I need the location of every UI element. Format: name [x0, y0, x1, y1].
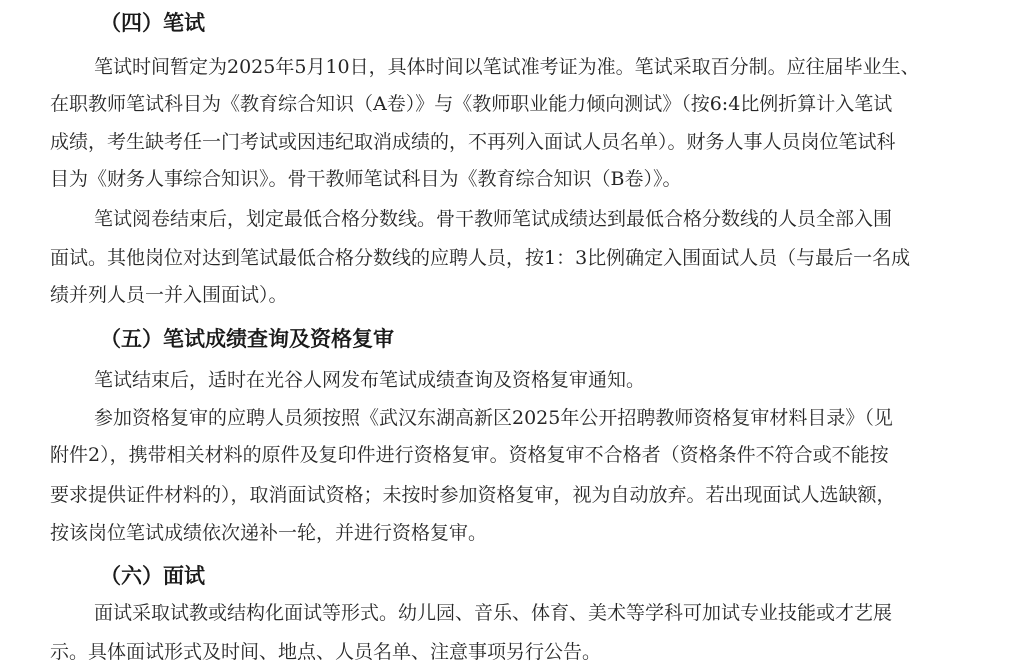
- paragraph-line: 要求提供证件材料的），取消面试资格；未按时参加资格复审，视为自动放弃。若出现面试人选缺额，: [50, 484, 896, 506]
- paragraph-line: 示。具体面试形式及时间、地点、人员名单、注意事项另行公告。: [50, 641, 602, 663]
- section-heading-score-query: （五）笔试成绩查询及资格复审: [100, 327, 394, 351]
- paragraph-line: 面试。其他岗位对达到笔试最低合格分数线的应聘人员，按1：3比例确定入围面试人员（与最后一名成: [50, 247, 911, 269]
- paragraph-line: 在职教师笔试科目为《教育综合知识（A卷）》与《教师职业能力倾向测试》（按6:4比例折算计入笔试: [50, 93, 893, 115]
- paragraph-line: 笔试结束后，适时在光谷人网发布笔试成绩查询及资格复审通知。: [94, 369, 646, 391]
- section-heading-written-exam: （四）笔试: [100, 11, 205, 35]
- paragraph-line: 面试采取试教或结构化面试等形式。幼儿园、音乐、体育、美术等学科可加试专业技能或才艺展: [94, 602, 893, 624]
- paragraph-line: 附件2），携带相关材料的原件及复印件进行资格复审。资格复审不合格者（资格条件不符合或不能按: [50, 444, 889, 466]
- paragraph-line: 按该岗位笔试成绩依次递补一轮，并进行资格复审。: [50, 522, 488, 544]
- paragraph-line: 参加资格复审的应聘人员须按照《武汉东湖高新区2025年公开招聘教师资格复审材料目录》（见: [94, 407, 893, 429]
- paragraph-line: 笔试阅卷结束后，划定最低合格分数线。骨干教师笔试成绩达到最低合格分数线的人员全部入围: [94, 208, 893, 230]
- paragraph-line: 笔试时间暂定为2025年5月10日，具体时间以笔试准考证为准。笔试采取百分制。应往届毕业生、: [94, 56, 920, 78]
- paragraph-line: 成绩，考生缺考任一门考试或因违纪取消成绩的，不再列入面试人员名单）。财务人事人员岗位笔试科: [50, 131, 896, 153]
- paragraph-line: 绩并列人员一并入围面试）。: [50, 284, 288, 306]
- section-heading-interview: （六）面试: [100, 564, 205, 588]
- paragraph-line: 目为《财务人事综合知识》。骨干教师笔试科目为《教育综合知识（B卷）》。: [50, 168, 682, 190]
